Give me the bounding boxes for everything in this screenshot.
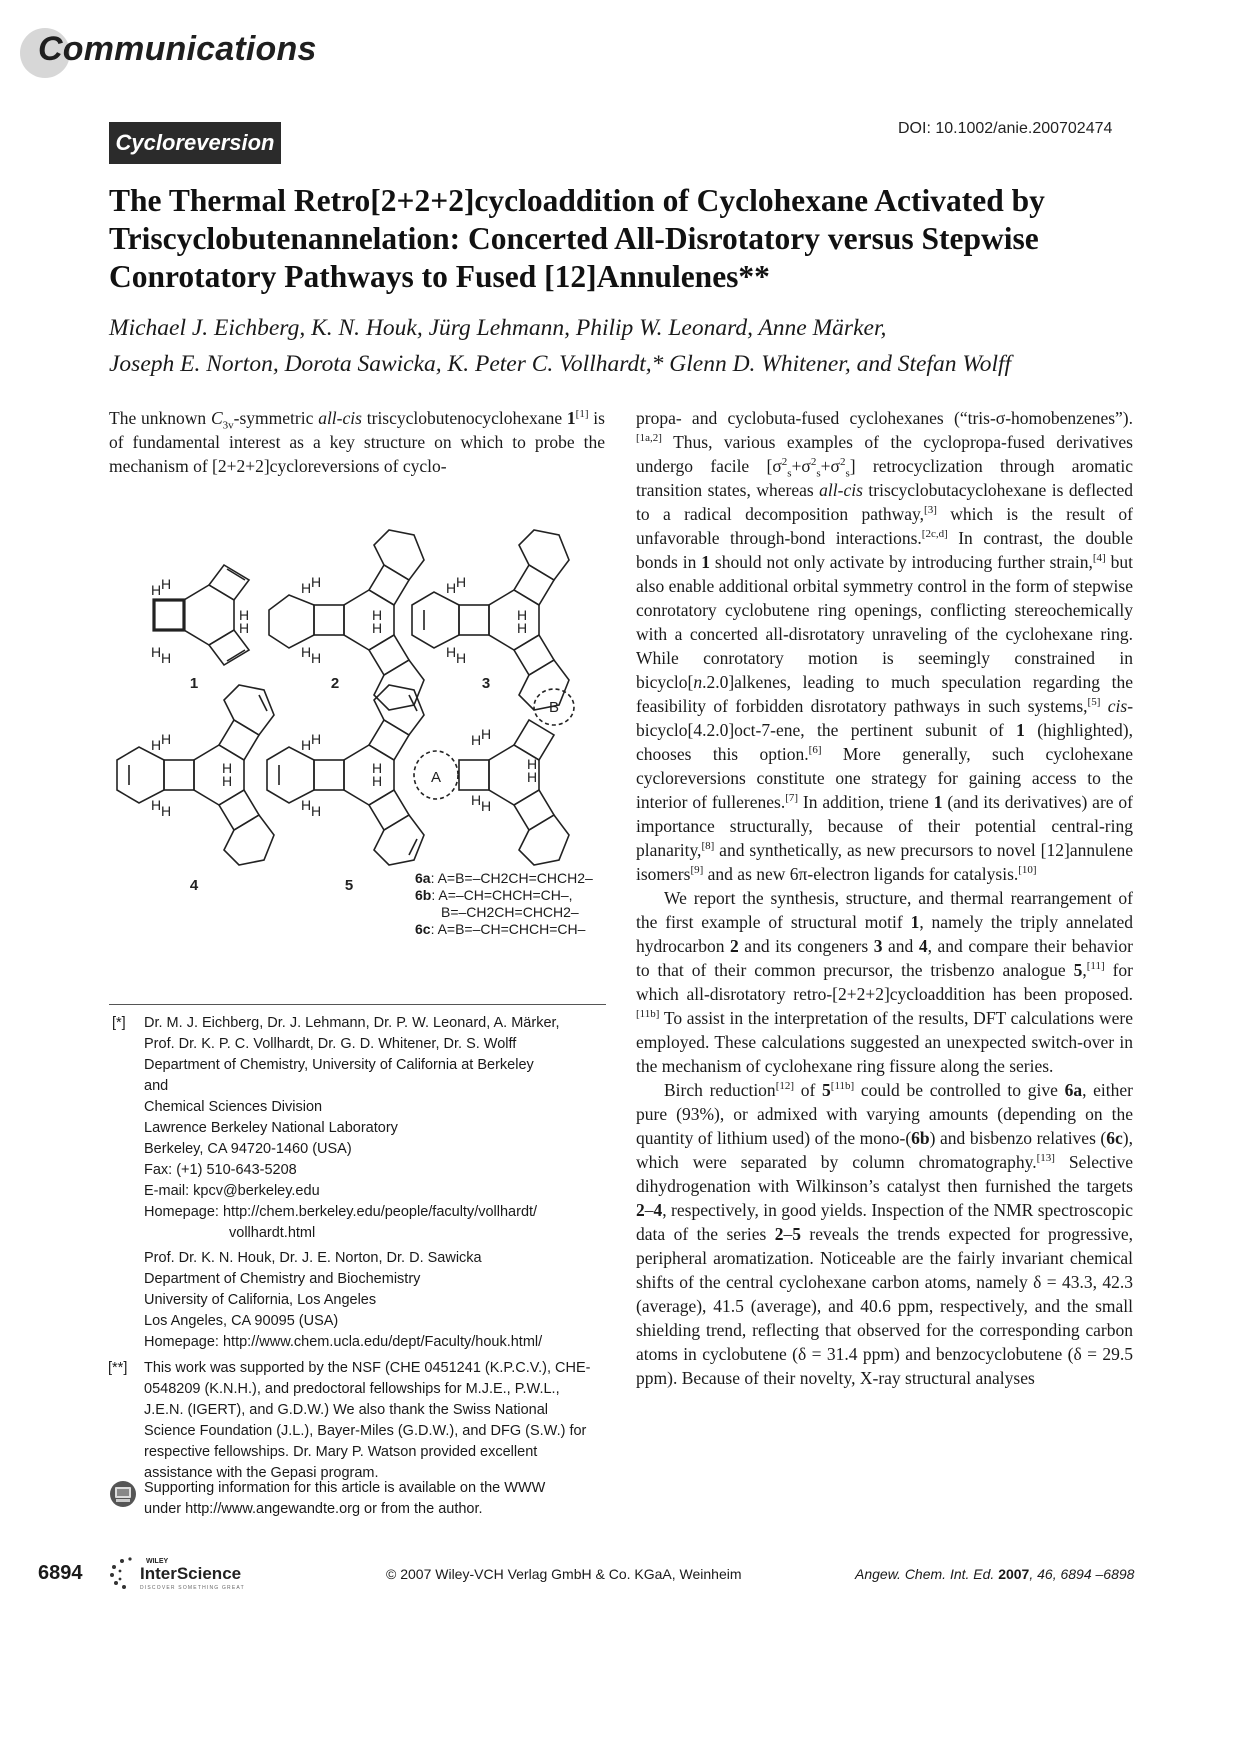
structure-2	[269, 530, 424, 710]
section-label: Cycloreversion	[109, 122, 281, 164]
footnote-line: and	[144, 1078, 169, 1094]
h-label: H	[446, 580, 457, 596]
footnote-divider	[109, 1004, 606, 1005]
footnote-line: Prof. Dr. K. N. Houk, Dr. J. E. Norton, Dr. D. Sawicka	[144, 1250, 482, 1266]
h-label: H	[151, 737, 162, 753]
interscience-logo	[108, 1553, 278, 1593]
title-line: Triscyclobutenannelation: Concerted All-Disrotatory versus Stepwise	[109, 221, 1039, 256]
footnote-line: Supporting information for this article is available on the WWW	[144, 1480, 546, 1496]
page-number: 6894	[38, 1562, 83, 1584]
h-label: H	[301, 580, 312, 596]
author-list	[109, 310, 1159, 382]
footnote-line: Department of Chemistry and Biochemistry	[144, 1271, 421, 1287]
journal-citation: Angew. Chem. Int. Ed. 2007, 46, 6894 –6898	[855, 1566, 1135, 1582]
figure-legend	[415, 870, 593, 938]
title-line: The Thermal Retro[2+2+2]cycloaddition of Cyclohexane Activated by	[109, 183, 1045, 218]
body-paragraph: The unknown $C_{3v}$-symmetric all-cis triscyclobutenocyclohexane 1[1] is of fundamental interest as a key structure on which to probe the mechanism of [2+2+2]cycloreversions of cyclo-	[109, 408, 605, 476]
footnote-affiliations	[112, 1013, 607, 1350]
footnote-mark: [**]	[108, 1360, 128, 1376]
author-line: Joseph E. Norton, Dorota Sawicka, K. Peter C. Vollhardt,* Glenn D. Whitener, and Stefan Wolff	[109, 351, 1012, 377]
h-label: H	[481, 726, 492, 742]
footnote-line: This work was supported by the NSF (CHE 0451241 (K.P.C.V.), CHE-	[144, 1360, 591, 1376]
h-label: H	[372, 773, 383, 789]
title-line: Conrotatory Pathways to Fused [12]Annulenes**	[109, 259, 770, 294]
footnote-line: Lawrence Berkeley National Laboratory	[144, 1120, 398, 1136]
doi: DOI: 10.1002/anie.200702474	[898, 120, 1113, 137]
footnote-line: Science Foundation (J.L.), Bayer-Miles (G.D.W.), and DFG (S.W.) for	[144, 1423, 587, 1439]
article-title	[109, 182, 1149, 296]
h-label: H	[161, 576, 172, 592]
group-a-label: A	[431, 769, 442, 786]
copyright: © 2007 Wiley-VCH Verlag GmbH & Co. KGaA, Weinheim	[386, 1566, 742, 1582]
body-paragraph: We report the synthesis, structure, and thermal rearrangement of the first example of structural motif 1, namely the triply annelated hydrocarbon 2 and its congeners 3 and 4, and compare their behavior to that of their common precursor, the trisbenzo analogue 5,[11] for which all-disrotatory retro-[2+2+2]cycloaddition has been proposed.[11b] To assist in the interpretation of the results, DFT calculations were employed. These calculations suggested an unexpected switch-over in the mechanism of cyclohexane ring fissure along the series.	[636, 888, 1133, 1076]
footnote-line: Department of Chemistry, University of California at Berkeley	[144, 1057, 534, 1073]
logo-wiley-text: WILEY	[146, 1558, 169, 1565]
h-label: H	[446, 644, 457, 660]
h-label: H	[372, 760, 383, 776]
footnote-homepage-link[interactable]: Homepage: http://chem.berkeley.edu/people/faculty/vollhardt/	[144, 1204, 538, 1220]
structure-5	[267, 685, 424, 865]
h-label: H	[301, 644, 312, 660]
footnote-line: Prof. Dr. K. P. C. Vollhardt, Dr. G. D. Whitener, Dr. S. Wolff	[144, 1036, 517, 1052]
compound-label-1: 1	[189, 675, 199, 692]
h-label: H	[372, 620, 383, 636]
structure-4	[117, 685, 274, 865]
footnote-homepage-link-cont[interactable]: vollhardt.html	[229, 1225, 316, 1241]
footnote-email[interactable]: E-mail: kpcv@berkeley.edu	[144, 1183, 320, 1199]
footnote-line: Berkeley, CA 94720-1460 (USA)	[144, 1141, 352, 1157]
compound-label-5: 5	[344, 877, 354, 894]
compound-label-3: 3	[481, 675, 491, 692]
footnote-line: Fax: (+1) 510-643-5208	[144, 1162, 297, 1178]
logo-tagline: DISCOVER SOMETHING GREAT	[140, 1585, 245, 1591]
footnote-line: assistance with the Gepasi program.	[144, 1465, 379, 1481]
right-column-text	[636, 406, 1133, 1390]
h-label: H	[471, 792, 482, 808]
body-paragraph: propa- and cyclobuta-fused cyclohexanes (“tris-σ-homobenzenes”).[1a,2] Thus, various examples of the cyclopropa-fused derivatives undergo facile $[\sigma^2_s+\sigma^2_s+\sigma^2_s]$ retrocyclization through aromatic transition states, whereas all-cis triscyclobutacyclohexane is deflected to a radical decomposition pathway,[3] which is the result of unfavorable through-bond interactions.[2c,d] In contrast, the double bonds in 1 should not only activate by introducing further strain,[4] but also enable additional orbital symmetry control in the form of stepwise conrotatory cyclobutene ring openings, conflicting stereochemically with a concerted all-disrotatory unraveling of the cyclohexane ring. While conrotatory motion is seemingly constrained in bicyclo[n.2.0]alkenes, leading to much speculation regarding the feasibility of forbidden disrotatory pathways in such systems,[5] cis-bicyclo[4.2.0]oct-7-ene, the pertinent subunit of 1 (highlighted), chooses this option.[6] More generally, such cyclohexane cycloreversions constitute one strategy for gaining access to the interior of fullerenes.[7] In addition, triene 1 (and its derivatives) are of importance structurally, because of their potential central-ring planarity,[8] and synthetically, as new precursors to novel [12]annulene isomers[9] and as new 6π-electron ligands for catalysis.[10]	[636, 408, 1134, 884]
h-label: H	[161, 803, 172, 819]
h-label: H	[151, 797, 162, 813]
running-title: Communications	[38, 30, 317, 68]
footnote-line: J.E.N. (IGERT), and G.D.W.) We also thank the Swiss National	[144, 1402, 548, 1418]
h-label: H	[311, 803, 322, 819]
h-label: H	[161, 650, 172, 666]
h-label: H	[239, 607, 250, 623]
compound-label-2: 2	[330, 675, 340, 692]
structure-3	[412, 530, 569, 710]
h-label: H	[161, 731, 172, 747]
h-label: H	[222, 773, 233, 789]
h-label: H	[311, 574, 322, 590]
h-label: H	[151, 582, 162, 598]
h-label: H	[471, 732, 482, 748]
group-b-label: B	[549, 699, 560, 716]
legend-line: B=–CH2CH=CHCH2–	[441, 904, 579, 920]
legend-line: 6b: A=–CH=CHCH=CH–,	[415, 887, 573, 903]
computer-monitor-icon	[109, 1480, 137, 1508]
body-paragraph: Birch reduction[12] of 5[11b] could be controlled to give 6a, either pure (93%), or admixed with varying amounts (depending on the quantity of lithium used) of the mono-(6b) and bisbenzo relatives (6c), which were separated by column chromatography.[13] Selective dihydrogenation with Wilkinson’s catalyst then furnished the targets 2–4, respectively, in good yields. Inspection of the NMR spectroscopic data of the series 2–5 reveals the trends expected for progressive, peripheral aromatization. Noticeable are the fairly invariant chemical shifts of the central cyclohexane carbon atoms, namely δ = 43.3, 42.3 (average), 41.5 (average), and 40.6 ppm, respectively, and the small shielding trend, reflecting that observed for the corresponding carbon atoms in cyclobutene (δ = 31.4 ppm) and benzocyclobutene (δ = 29.5 ppm). Because of their novelty, X-ray structural analyses	[636, 1080, 1134, 1388]
h-label: H	[527, 756, 538, 772]
h-label: H	[456, 574, 467, 590]
h-label: H	[517, 620, 528, 636]
h-label: H	[151, 644, 162, 660]
compound-label-4: 4	[189, 877, 199, 894]
h-label: H	[481, 798, 492, 814]
logo-text: InterScience	[140, 1564, 242, 1583]
footnote-line: respective fellowships. Dr. Mary P. Watson provided excellent	[144, 1444, 538, 1460]
h-label: H	[301, 737, 312, 753]
author-line: Michael J. Eichberg, K. N. Houk, Jürg Lehmann, Philip W. Leonard, Anne Märker,	[109, 315, 887, 341]
h-label: H	[527, 769, 538, 785]
footnote-line: Chemical Sciences Division	[144, 1099, 323, 1115]
h-label: H	[456, 650, 467, 666]
footnote-acknowledgments	[108, 1358, 607, 1481]
footnote-homepage-link[interactable]: Homepage: http://www.chem.ucla.edu/dept/Faculty/houk.html/	[144, 1334, 543, 1350]
footnote-line: Los Angeles, CA 90095 (USA)	[144, 1313, 339, 1329]
footnote-line: 0548209 (K.N.H.), and predoctoral fellowships for M.J.E., P.W.L.,	[144, 1381, 560, 1397]
footnote-line: University of California, Los Angeles	[144, 1292, 377, 1308]
h-label: H	[222, 760, 233, 776]
h-label: H	[311, 731, 322, 747]
h-label: H	[239, 620, 250, 636]
h-label: H	[517, 607, 528, 623]
footnote-link[interactable]: under http://www.angewandte.org or from the author.	[144, 1501, 483, 1517]
legend-line: 6c: A=B=–CH=CHCH=CH–	[415, 921, 586, 937]
h-label: H	[301, 797, 312, 813]
legend-line: 6a: A=B=–CH2CH=CHCH2–	[415, 870, 593, 886]
h-label: H	[372, 607, 383, 623]
footnote-mark: [*]	[112, 1015, 126, 1031]
left-column-text	[109, 406, 605, 478]
footnote-line: Dr. M. J. Eichberg, Dr. J. Lehmann, Dr. P. W. Leonard, A. Märker,	[144, 1015, 560, 1031]
h-label: H	[311, 650, 322, 666]
